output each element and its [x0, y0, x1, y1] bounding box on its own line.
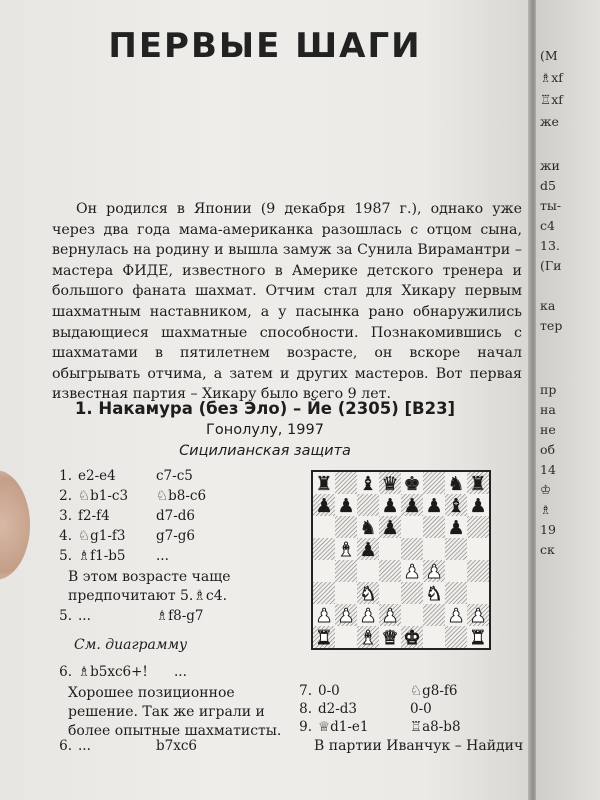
- white-move: d2-d3: [318, 701, 358, 717]
- white-pawn-piece: ♟: [337, 605, 355, 627]
- board-square: [335, 626, 357, 648]
- board-square: [357, 560, 379, 582]
- black-rook-piece: ♜: [469, 473, 487, 495]
- white-pawn-piece: ♟: [447, 605, 465, 627]
- black-move: ...: [156, 548, 169, 564]
- right-page-text-fragment: ♗xf: [540, 70, 563, 85]
- board-square: [335, 472, 357, 494]
- black-move: ♗f8-g7: [156, 608, 204, 624]
- black-pawn-piece: ♟: [337, 495, 355, 517]
- black-move: c7-c5: [156, 468, 193, 484]
- black-move: ♖a8-b8: [410, 719, 461, 735]
- white-move: ♗f1-b5: [78, 548, 126, 564]
- black-knight-piece: ♞: [359, 517, 377, 539]
- game-heading: 1. Накамура (без Эло) – Йе (2305) [B23]: [74, 399, 456, 418]
- right-page-text-fragment: ск: [540, 542, 555, 557]
- right-page-text-fragment: же: [540, 114, 559, 129]
- white-move: ...: [78, 738, 91, 754]
- white-pawn-piece: ♟: [381, 605, 399, 627]
- black-move: ♘b8-c6: [156, 488, 207, 504]
- white-pawn-piece: ♟: [315, 605, 333, 627]
- move-number: 7.: [299, 683, 312, 699]
- white-knight-piece: ♞: [359, 583, 377, 605]
- board-square: [313, 582, 335, 604]
- board-square: [313, 560, 335, 582]
- white-queen-piece: ♛: [381, 627, 399, 648]
- black-move: ...: [174, 664, 187, 680]
- black-pawn-piece: ♟: [425, 495, 443, 517]
- book-right-page-edge: [536, 0, 600, 800]
- move-row: [44, 738, 197, 754]
- move-row: [44, 664, 187, 680]
- black-queen-piece: ♛: [381, 473, 399, 495]
- black-pawn-piece: ♟: [381, 517, 399, 539]
- white-pawn-piece: ♟: [403, 561, 421, 583]
- move-number: 6.: [59, 738, 72, 754]
- right-page-text-fragment: об: [540, 442, 556, 457]
- move-row: [284, 701, 432, 717]
- right-page-text-fragment: пр: [540, 382, 557, 397]
- annotation-note: В партии Иванчук – Найдич: [314, 738, 524, 754]
- move-row: [44, 528, 195, 544]
- white-move: ♗b5xc6+!: [78, 664, 148, 680]
- black-move: g7-g6: [156, 528, 196, 544]
- board-square: [335, 560, 357, 582]
- chess-board: [313, 472, 489, 648]
- white-move: ...: [78, 608, 91, 624]
- move-number: 5.: [59, 608, 72, 624]
- annotation-note: В этом возрасте чаще предпочитают 5.♗c4.: [68, 569, 231, 604]
- black-pawn-piece: ♟: [315, 495, 333, 517]
- white-move: f2-f4: [78, 508, 110, 524]
- white-bishop-piece: ♝: [359, 627, 377, 648]
- see-diagram-label: См. диаграмму: [74, 637, 188, 653]
- black-move: b7xc6: [156, 738, 197, 754]
- board-square: [401, 538, 423, 560]
- black-pawn-piece: ♟: [403, 495, 421, 517]
- board-square: [401, 604, 423, 626]
- right-page-text-fragment: ♔: [540, 482, 552, 497]
- white-king-piece: ♚: [403, 627, 421, 648]
- board-square: [335, 582, 357, 604]
- black-pawn-piece: ♟: [381, 495, 399, 517]
- board-square: [423, 538, 445, 560]
- move-number: 5.: [59, 548, 72, 564]
- move-row: [44, 468, 193, 484]
- black-bishop-piece: ♝: [447, 495, 465, 517]
- right-page-text-fragment: c4: [540, 218, 555, 233]
- board-square: [423, 472, 445, 494]
- right-page-text-fragment: d5: [540, 178, 556, 193]
- board-square: [313, 538, 335, 560]
- board-square: [445, 582, 467, 604]
- move-number: 8.: [299, 701, 312, 717]
- board-square: [379, 582, 401, 604]
- right-page-text-fragment: жи: [540, 158, 560, 173]
- move-number: 9.: [299, 719, 312, 735]
- black-move: d7-d6: [156, 508, 196, 524]
- board-square: [379, 538, 401, 560]
- right-page-text-fragment: ка: [540, 298, 556, 313]
- game-place: Гонолулу, 1997: [206, 422, 324, 438]
- move-number: 3.: [59, 508, 72, 524]
- right-page-text-fragment: не: [540, 422, 556, 437]
- board-square: [401, 582, 423, 604]
- move-number: 6.: [59, 664, 72, 680]
- move-number: 2.: [59, 488, 72, 504]
- right-page-text-fragment: тер: [540, 318, 563, 333]
- right-page-text-fragment: ♗: [540, 502, 552, 517]
- right-page-text-fragment: 19: [540, 522, 556, 537]
- black-knight-piece: ♞: [447, 473, 465, 495]
- chapter-title: ПЕРВЫЕ ШАГИ: [108, 26, 422, 66]
- move-row: [284, 719, 461, 735]
- move-number: 4.: [59, 528, 72, 544]
- board-square: [467, 582, 489, 604]
- black-move: ♘g8-f6: [410, 683, 458, 699]
- right-page-text-fragment: 14: [540, 462, 556, 477]
- white-pawn-piece: ♟: [469, 605, 487, 627]
- white-move: 0-0: [318, 683, 340, 699]
- black-bishop-piece: ♝: [359, 473, 377, 495]
- move-row: [44, 548, 169, 564]
- black-move: 0-0: [410, 701, 432, 717]
- black-pawn-piece: ♟: [359, 539, 377, 561]
- white-move: ♘g1-f3: [78, 528, 126, 544]
- white-knight-piece: ♞: [425, 583, 443, 605]
- board-square: [423, 604, 445, 626]
- move-row: [44, 608, 203, 624]
- black-pawn-piece: ♟: [469, 495, 487, 517]
- move-row: [44, 508, 195, 524]
- board-square: [313, 516, 335, 538]
- chess-diagram: [311, 470, 491, 650]
- intro-paragraph: Он родился в Японии (9 декабря 1987 г.), однако уже через два года мама-американка разошлась с отцом сына, вернулась на родину и вышла замуж за Сунила Вирамантри – мастера ФИДЕ, известного в Америке детского тренера и большого фаната шахмат. Отчим стал для Хикару первым шахматным наставником, а у пасынка рано обнаружились выдающиеся шахматные способности. Познакомившись с шахматами в пятилетнем возрасте, он вскоре начал обыгрывать отчима, а затем и других мастеров. Вот первая известная партия – Хикару было всего 9 лет.: [52, 201, 522, 403]
- annotation-note: Хорошее позиционное решение. Так же играли и более опытные шахматисты.: [68, 685, 282, 739]
- white-move: e2-e4: [78, 468, 116, 484]
- right-page-text-fragment: ♖xf: [540, 92, 563, 107]
- game-opening: Сицилианская защита: [179, 443, 351, 459]
- move-row: [44, 488, 206, 504]
- move-row: [284, 683, 457, 699]
- board-square: [445, 560, 467, 582]
- white-move: ♕d1-e1: [318, 719, 369, 735]
- white-move: ♘b1-c3: [78, 488, 129, 504]
- right-page-text-fragment: ты-: [540, 198, 562, 213]
- move-number: 1.: [59, 468, 72, 484]
- board-square: [467, 516, 489, 538]
- right-page-text-fragment: (М: [540, 48, 558, 63]
- thumb-edge: [0, 470, 30, 580]
- black-pawn-piece: ♟: [447, 517, 465, 539]
- board-square: [423, 516, 445, 538]
- white-bishop-piece: ♝: [337, 539, 355, 561]
- white-pawn-piece: ♟: [425, 561, 443, 583]
- board-square: [467, 538, 489, 560]
- board-square: [445, 626, 467, 648]
- white-rook-piece: ♜: [469, 627, 487, 648]
- board-square: [379, 560, 401, 582]
- board-square: [445, 538, 467, 560]
- white-rook-piece: ♜: [315, 627, 333, 648]
- right-page-text-fragment: (Ги: [540, 258, 562, 273]
- board-square: [335, 516, 357, 538]
- black-king-piece: ♚: [403, 473, 421, 495]
- board-square: [401, 516, 423, 538]
- board-square: [467, 560, 489, 582]
- board-square: [357, 494, 379, 516]
- board-square: [423, 626, 445, 648]
- right-page-text-fragment: 13.: [540, 238, 560, 253]
- black-rook-piece: ♜: [315, 473, 333, 495]
- right-page-text-fragment: на: [540, 402, 556, 417]
- white-pawn-piece: ♟: [359, 605, 377, 627]
